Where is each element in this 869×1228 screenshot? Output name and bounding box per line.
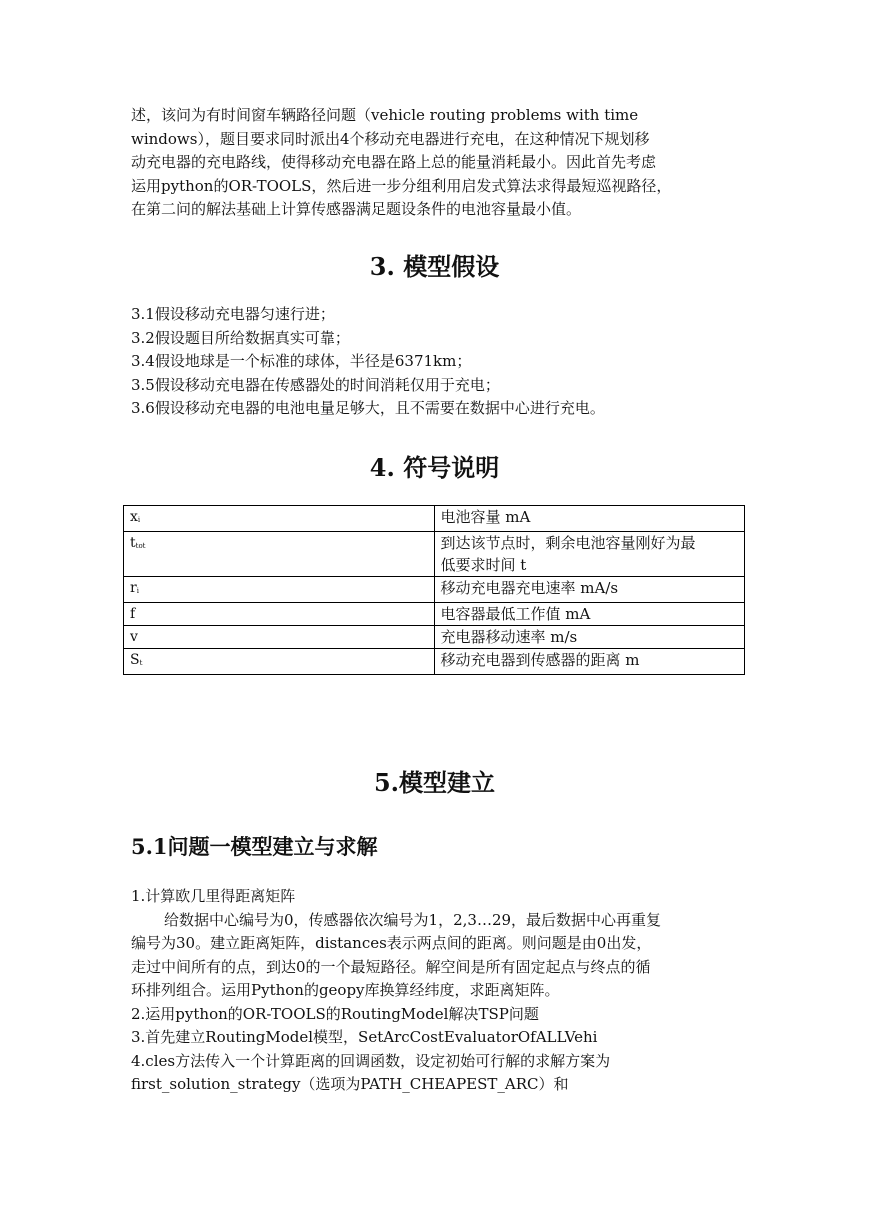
symbol-cell: $S_t$ [124, 649, 435, 675]
section-5-heading: 5.模型建立 [373, 768, 496, 797]
section-5-1-body [131, 885, 746, 1097]
assumption-item: 3.6假设移动充电器的电池电量足够大，且不需要在数据中心进行充电。 [131, 399, 605, 417]
symbol-cell: $x_i$ [124, 506, 435, 532]
section-4-heading: 4. 符号说明 [369, 453, 500, 482]
symbol-cell: f [124, 603, 435, 626]
table-row [124, 626, 745, 649]
body-line: 4.cles方法传入一个计算距离的回调函数，设定初始可行解的求解方案为 [131, 1051, 611, 1070]
symbol-cell: v [124, 626, 435, 649]
symbol-cell: $r_i$ [124, 577, 435, 603]
body-line: 环排列组合。运用Python的geopy库换算经纬度，求距离矩阵。 [131, 981, 560, 999]
description-cell: 充电器移动速率 m/s [434, 626, 745, 649]
description-cell: 电容器最低工作值 mA [434, 603, 745, 626]
symbol-table [123, 505, 745, 675]
assumption-item: 3.2假设题目所给数据真实可靠； [131, 328, 350, 347]
table-row [124, 649, 745, 675]
section-3-heading: 3. 模型假设 [369, 252, 500, 281]
symbol-cell: $t_{tot}$ [124, 532, 435, 577]
intro-line: 动充电器的充电路线，使得移动充电器在路上总的能量消耗最小。因此首先考虑 [131, 153, 657, 171]
body-line: 1.计算欧几里得距离矩阵 [131, 887, 296, 905]
body-line: 给数据中心编号为0，传感器依次编号为1，2,3…29，最后数据中心再重复 [164, 910, 662, 929]
description-cell: 电池容量 mA [434, 506, 745, 532]
body-line: 编号为30。建立距离矩阵，distances表示两点间的距离。则问题是由0出发， [131, 934, 652, 952]
intro-line: 运用python的OR-TOOLS，然后进一步分组利用启发式算法求得最短巡视路径， [131, 176, 672, 195]
assumptions-list [131, 303, 746, 421]
intro-line: 在第二问的解法基础上计算传感器满足题设条件的电池容量最小值。 [131, 200, 582, 218]
table-row [124, 603, 745, 626]
subsection-5-1-heading: 5.1问题一模型建立与求解 [131, 834, 378, 859]
body-line: first_solution_strategy（选项为PATH_CHEAPEST_ARC）和 [131, 1075, 569, 1093]
assumption-item: 3.1假设移动充电器匀速行进； [131, 305, 335, 323]
intro-line: 述，该问为有时间窗车辆路径问题（vehicle routing problems with time [131, 106, 639, 124]
table-row [124, 577, 745, 603]
table-row [124, 532, 745, 577]
intro-line: windows），题目要求同时派出4个移动充电器进行充电，在这种情况下规划移 [131, 129, 650, 148]
description-cell: 到达该节点时，剩余电池容量刚好为最 低要求时间 t [434, 532, 745, 577]
body-line: 2.运用python的OR-TOOLS的RoutingModel解决TSP问题 [131, 1004, 539, 1023]
table-row [124, 506, 745, 532]
assumption-item: 3.5假设移动充电器在传感器处的时间消耗仅用于充电； [131, 375, 500, 394]
body-line: 走过中间所有的点，到达0的一个最短路径。解空间是所有固定起点与终点的循 [131, 957, 651, 976]
body-line: 3.首先建立RoutingModel模型，SetArcCostEvaluatorOfALLVehi [131, 1028, 598, 1046]
description-cell: 移动充电器到传感器的距离 m [434, 649, 745, 675]
assumption-item: 3.4假设地球是一个标准的球体，半径是6371km； [131, 352, 472, 370]
description-cell: 移动充电器充电速率 mA/s [434, 577, 745, 603]
intro-paragraph [131, 104, 746, 222]
